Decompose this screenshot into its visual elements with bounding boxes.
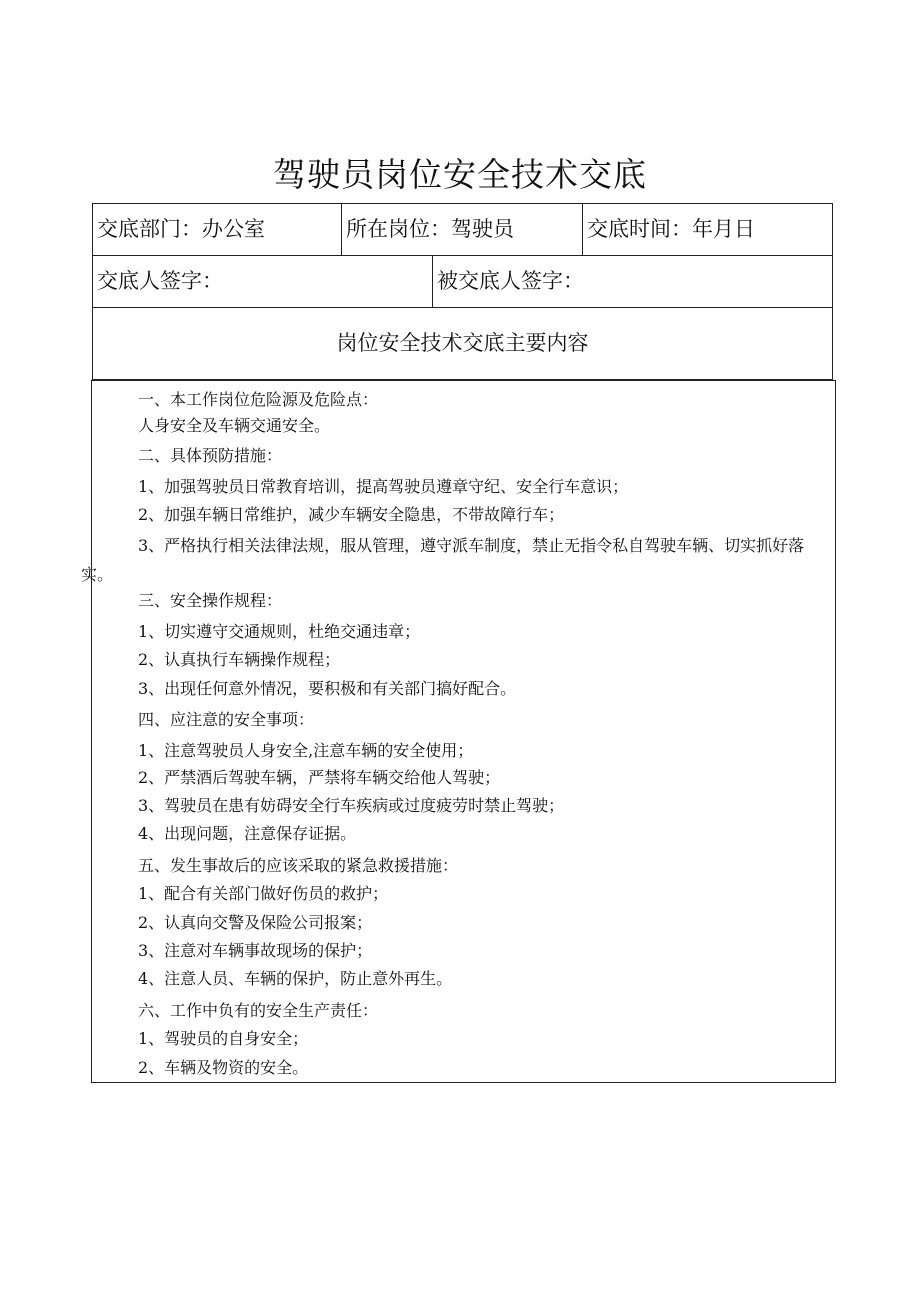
- content-line: 2、车辆及物资的安全。: [138, 1058, 309, 1077]
- time-value: 年月日: [692, 217, 755, 241]
- receiver-sign-cell: [432, 255, 833, 308]
- section-title: 岗位安全技术交底主要内容: [336, 331, 589, 355]
- content-line: 三、安全操作规程：: [138, 591, 283, 610]
- content-line: 一、本工作岗位危险源及危险点：: [138, 390, 379, 409]
- post-cell: [341, 203, 583, 256]
- content-line: 3、注意对车辆事故现场的保护；: [138, 941, 373, 960]
- post-label: 所在岗位：: [346, 217, 451, 241]
- content-line: 3、出现任何意外情况，要积极和有关部门搞好配合。: [138, 679, 517, 698]
- content-line: 二、具体预防措施：: [138, 446, 283, 465]
- content-line: 4、注意人员、车辆的保护，防止意外再生。: [138, 969, 453, 988]
- sign-cell: [92, 255, 433, 308]
- content-line: 2、认真执行车辆操作规程；: [138, 650, 341, 669]
- content-line: 六、工作中负有的安全生产责任：: [138, 1001, 379, 1020]
- sign-label: 交底人签字：: [97, 269, 223, 293]
- content-line: 1、配合有关部门做好伤员的救护；: [138, 884, 389, 903]
- content-line: 3、驾驶员在患有妨碍安全行车疾病或过度疲劳时禁止驾驶；: [138, 796, 565, 815]
- document-title: 驾驶员岗位安全技术交底: [273, 155, 647, 194]
- post-value: 驾驶员: [451, 217, 514, 241]
- time-label: 交底时间：: [587, 217, 692, 241]
- content-line: 五、发生事故后的应该采取的紧急救援措施：: [138, 856, 459, 875]
- content-line: 4、出现问题，注意保存证据。: [138, 824, 357, 843]
- content-line: 1、注意驾驶员人身安全,注意车辆的安全使用；: [138, 741, 474, 760]
- content-line: 2、认真向交警及保险公司报案；: [138, 913, 373, 932]
- content-box: [81, 380, 836, 1083]
- receiver-sign-label: 被交底人签字：: [437, 269, 584, 293]
- content-line: 3、严格执行相关法律法规，服从管理，遵守派车制度，禁止无指令私自驾驶车辆、切实抓好落实。: [81, 536, 805, 584]
- content-line: 2、加强车辆日常维护，减少车辆安全隐患，不带故障行车；: [138, 505, 565, 524]
- content-line: 人身安全及车辆交通安全。: [138, 416, 331, 435]
- section-title-cell: [92, 307, 833, 380]
- content-line: 1、驾驶员的自身安全；: [138, 1029, 309, 1048]
- dept-label: 交底部门：: [97, 217, 202, 241]
- content-line: 1、加强驾驶员日常教育培训，提高驾驶员遵章守纪、安全行车意识；: [138, 477, 629, 496]
- content-line: 四、应注意的安全事项：: [138, 710, 315, 729]
- dept-cell: [92, 203, 342, 256]
- dept-value: 办公室: [202, 217, 265, 241]
- content-line: 1、切实遵守交通规则，杜绝交通违章；: [138, 622, 421, 641]
- content-line: 2、严禁酒后驾驶车辆，严禁将车辆交给他人驾驶；: [138, 768, 501, 787]
- time-cell: [582, 203, 833, 256]
